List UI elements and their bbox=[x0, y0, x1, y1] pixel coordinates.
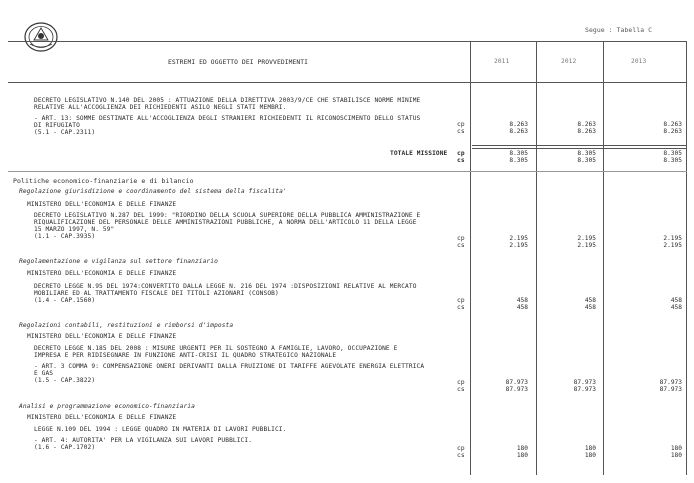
year-2011: 2011 bbox=[494, 58, 510, 65]
total-value: 8.305 bbox=[577, 157, 596, 164]
header-bottom-border bbox=[8, 82, 687, 83]
article-line: - ART. 4: AUTORITA' PER LA VIGILANZA SUI LAVORI PUBBLICI. bbox=[34, 437, 253, 444]
chapter-ref: (1.4 - CAP.1560) bbox=[34, 297, 96, 304]
value-cell: 87.973 bbox=[659, 379, 682, 386]
year-2013: 2013 bbox=[631, 58, 647, 65]
column-title: ESTREMI ED OGGETTO DEI PROVVEDIMENTI bbox=[168, 59, 309, 66]
program-heading: Regolazione giurisdizione e coordinamento del sistema della fiscalita' bbox=[19, 188, 287, 195]
decree-line: RIQUALIFICAZIONE DEL PERSONALE DELLE AMMINISTRAZIONI PUBBLICHE, A NORMA DELL'ARTICOLO 11 DELLA LEGGE bbox=[34, 219, 417, 226]
cp-label: cp bbox=[457, 235, 465, 242]
article-line: - ART. 13: SOMME DESTINATE ALL'ACCOGLIENZA DEGLI STRANIERI RICHIEDENTI IL RICONOSCIMENTO DELLO STATUS bbox=[34, 115, 421, 122]
column-divider bbox=[536, 41, 537, 475]
decree-line: DECRETO LEGGE N.95 DEL 1974:CONVERTITO DALLA LEGGE N. 216 DEL 1974 :DISPOSIZIONI RELATIVE AL MERCATO bbox=[34, 283, 417, 290]
value-cell: 2.195 bbox=[663, 235, 682, 242]
value-cell: 458 bbox=[516, 304, 528, 311]
cp-label: cp bbox=[457, 379, 465, 386]
program-heading: Regolazioni contabili, restituzioni e rimborsi d'imposta bbox=[19, 322, 234, 329]
cs-label: cs bbox=[457, 452, 465, 459]
value-cell: 180 bbox=[670, 452, 682, 459]
year-2012: 2012 bbox=[561, 58, 577, 65]
decree-line: DECRETO LEGGE N.185 DEL 2008 : MISURE URGENTI PER IL SOSTEGNO A FAMIGLIE, LAVORO, OCCUPAZIONE E bbox=[34, 345, 398, 352]
continuation-label: Segue : Tabella C bbox=[585, 26, 653, 34]
decree-line: IMPRESA E PER RIDISEGNARE IN FUNZIONE ANTI-CRISI IL QUADRO STRATEGICO NAZIONALE bbox=[34, 352, 337, 359]
program-heading: Analisi e programmazione economico-finanziaria bbox=[19, 403, 195, 410]
value-cell: 180 bbox=[516, 445, 528, 452]
cs-label: cs bbox=[457, 242, 465, 249]
chapter-ref: (1.1 - CAP.3935) bbox=[34, 233, 96, 240]
cp-label: cp bbox=[457, 297, 465, 304]
table-top-border bbox=[8, 41, 687, 42]
decree-line: MOBILIARE ED AL TRATTAMENTO FISCALE DEI TITOLI AZIONARI (CONSOB) bbox=[34, 290, 279, 297]
chapter-ref: (1.5 - CAP.3822) bbox=[34, 377, 96, 384]
ministry-label: MINISTERO DELL'ECONOMIA E DELLE FINANZE bbox=[27, 201, 177, 208]
total-value: 8.305 bbox=[509, 157, 528, 164]
value-cell: 458 bbox=[670, 304, 682, 311]
value-cell: 2.195 bbox=[577, 242, 596, 249]
value-cell: 2.195 bbox=[577, 235, 596, 242]
ministry-label: MINISTERO DELL'ECONOMIA E DELLE FINANZE bbox=[27, 270, 177, 277]
value-cell: 87.973 bbox=[659, 386, 682, 393]
value-cell: 87.973 bbox=[573, 379, 596, 386]
value-cell: 87.973 bbox=[505, 379, 528, 386]
total-top-border bbox=[472, 145, 686, 146]
cs-label: cs bbox=[457, 304, 465, 311]
value-cell: 180 bbox=[516, 452, 528, 459]
value-cell: 2.195 bbox=[509, 242, 528, 249]
value-cell: 458 bbox=[584, 304, 596, 311]
cp-label: cp bbox=[457, 445, 465, 452]
value-cell: 458 bbox=[670, 297, 682, 304]
article-line: E GAS bbox=[34, 370, 54, 377]
value-cell: 2.195 bbox=[509, 235, 528, 242]
cp-label: cp bbox=[457, 121, 465, 128]
section-divider bbox=[8, 171, 687, 172]
value-cell: 8.263 bbox=[509, 128, 528, 135]
cs-label: cs bbox=[457, 157, 465, 164]
value-cell: 180 bbox=[670, 445, 682, 452]
article-line: DI RIFUGIATO bbox=[34, 122, 80, 129]
decree-line: DECRETO LEGISLATIVO N.287 DEL 1999: "RIORDINO DELLA SCUOLA SUPERIORE DELLA PUBBLICA AMMINISTRAZIONE E bbox=[34, 212, 421, 219]
ministry-label: MINISTERO DELL'ECONOMIA E DELLE FINANZE bbox=[27, 414, 177, 421]
article-line: - ART. 3 COMMA 9: COMPENSAZIONE ONERI DERIVANTI DALLA FRUIZIONE DI TARIFFE AGEVOLATE ENERGIA ELETTRICA bbox=[34, 363, 425, 370]
total-top-border-double bbox=[472, 148, 686, 149]
value-cell: 8.263 bbox=[663, 121, 682, 128]
value-cell: 2.195 bbox=[663, 242, 682, 249]
value-cell: 458 bbox=[584, 297, 596, 304]
total-mission-label: TOTALE MISSIONE bbox=[390, 150, 448, 157]
cp-label: cp bbox=[457, 150, 465, 157]
value-cell: 8.263 bbox=[577, 128, 596, 135]
total-value: 8.305 bbox=[577, 150, 596, 157]
column-divider bbox=[603, 41, 604, 475]
cs-label: cs bbox=[457, 128, 465, 135]
republic-seal-icon bbox=[22, 20, 60, 54]
total-value: 8.305 bbox=[663, 157, 682, 164]
chapter-ref: (1.6 - CAP.1702) bbox=[34, 444, 96, 451]
total-value: 8.305 bbox=[663, 150, 682, 157]
program-heading: Regolamentazione e vigilanza sul settore finanziario bbox=[19, 258, 218, 265]
value-cell: 8.263 bbox=[663, 128, 682, 135]
total-value: 8.305 bbox=[509, 150, 528, 157]
decree-line: LEGGE N.109 DEL 1994 : LEGGE QUADRO IN MATERIA DI LAVORI PUBBLICI. bbox=[34, 426, 287, 433]
cs-label: cs bbox=[457, 386, 465, 393]
column-divider bbox=[470, 41, 471, 475]
ministry-label: MINISTERO DELL'ECONOMIA E DELLE FINANZE bbox=[27, 333, 177, 340]
value-cell: 180 bbox=[584, 445, 596, 452]
value-cell: 458 bbox=[516, 297, 528, 304]
decree-line: 15 MARZO 1997, N. 59" bbox=[34, 226, 115, 233]
value-cell: 180 bbox=[584, 452, 596, 459]
value-cell: 8.263 bbox=[577, 121, 596, 128]
decree-line: DECRETO LEGISLATIVO N.140 DEL 2005 : ATTUAZIONE DELLA DIRETTIVA 2003/9/CE CHE STABILISCE NORME MINIME bbox=[34, 97, 421, 104]
value-cell: 87.973 bbox=[505, 386, 528, 393]
column-divider bbox=[686, 41, 687, 475]
value-cell: 87.973 bbox=[573, 386, 596, 393]
decree-line: RELATIVE ALL'ACCOGLIENZA DEI RICHIEDENTI ASILO NEGLI STATI MEMBRI. bbox=[34, 104, 287, 111]
chapter-ref: (5.1 - CAP.2311) bbox=[34, 129, 96, 136]
mission-heading: Politiche economico-finanziarie e di bilancio bbox=[13, 177, 194, 185]
value-cell: 8.263 bbox=[509, 121, 528, 128]
